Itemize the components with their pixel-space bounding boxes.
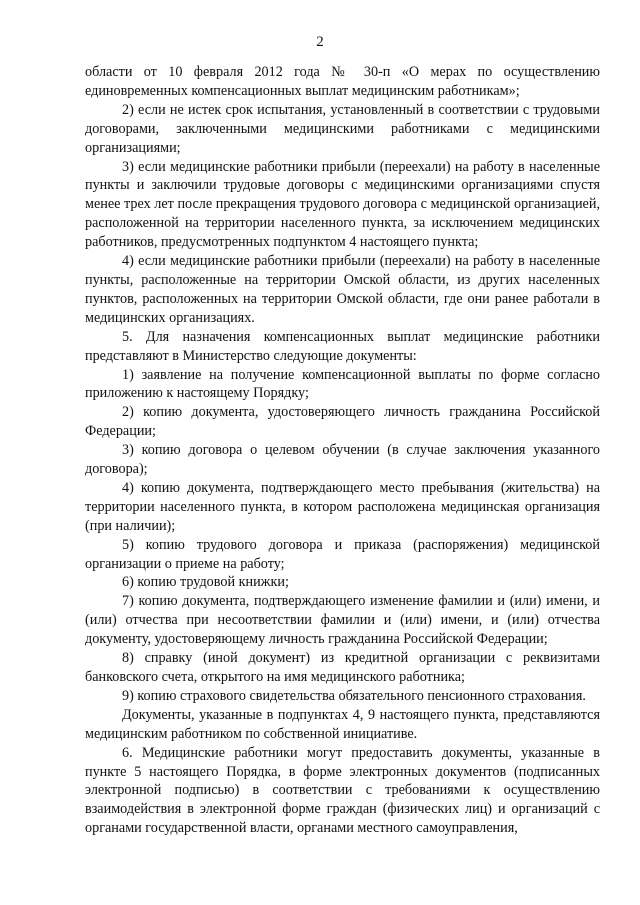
paragraph-doc-3: 3) копию договора о целевом обучении (в случае заключения указанного договора);	[85, 442, 600, 478]
paragraph-doc-8: 8) справку (иной документ) из кредитной организации с реквизитами банковского счета, открытого на имя медицинского работника;	[85, 650, 600, 685]
document-body	[85, 63, 600, 838]
paragraph-continuation: области от 10 февраля 2012 года № 30-п «О мерах по осуществлению единовременных компенсационных выплат медицинским работникам»;	[85, 64, 600, 99]
paragraph-doc-7: 7) копию документа, подтверждающего изменение фамилии и (или) имени, и (или) отчества при несоответствии фамилии и (или) имени, и (или) отчества документу, удостоверяющему личность гражданина Российской Федерации;	[85, 593, 600, 648]
paragraph-documents-note: Документы, указанные в подпунктах 4, 9 настоящего пункта, представляются медицинским работником по собственной инициативе.	[85, 706, 600, 742]
paragraph-section-6: 6. Медицинские работники могут предоставить документы, указанные в пункте 5 настоящего Порядка, в форме электронных документов (подписанных электронной подписью) в соответствии с требованиями к осуществлению взаимодействия в электронной форме граждан (физических лиц) и организаций с органами государственной власти, органами местного самоуправления,	[85, 744, 600, 837]
paragraph-item-3: 3) если медицинские работники прибыли (переехали) на работу в населенные пункты и заключили трудовые договоры с медицинскими организациями спустя менее трех лет после прекращения трудового договора с медицинской организацией, расположенной на территории населенного пункта, за исключением медицинских работников, предусмотренных подпунктом 4 настоящего пункта;	[85, 158, 600, 251]
page-number: 2	[316, 34, 324, 50]
paragraph-doc-4: 4) копию документа, подтверждающего место пребывания (жительства) на территории населенного пункта, в котором расположена медицинская организация (при наличии);	[85, 479, 600, 534]
paragraph-doc-5: 5) копию трудового договора и приказа (распоряжения) медицинской организации о приеме на работу;	[85, 536, 600, 572]
paragraph-item-2: 2) если не истек срок испытания, установленный в соответствии с трудовыми договорами, заключенными медицинскими работниками с медицинскими организациями;	[85, 101, 600, 156]
paragraph-item-4: 4) если медицинские работники прибыли (переехали) на работу в населенные пункты, расположенные на территории Омской области, из других населенных пунктов, расположенных на территории Омской области, где они ранее работали в медицинских организациях.	[85, 253, 600, 326]
paragraph-doc-2: 2) копию документа, удостоверяющего личность гражданина Российской Федерации;	[85, 404, 600, 440]
paragraph-section-5: 5. Для назначения компенсационных выплат медицинские работники представляют в Министерство следующие документы:	[85, 328, 600, 364]
paragraph-doc-1: 1) заявление на получение компенсационной выплаты по форме согласно приложению к настоящему Порядку;	[85, 366, 600, 402]
paragraph-doc-6: 6) копию трудовой книжки;	[122, 574, 289, 591]
paragraph-doc-9: 9) копию страхового свидетельства обязательного пенсионного страхования.	[122, 687, 586, 704]
